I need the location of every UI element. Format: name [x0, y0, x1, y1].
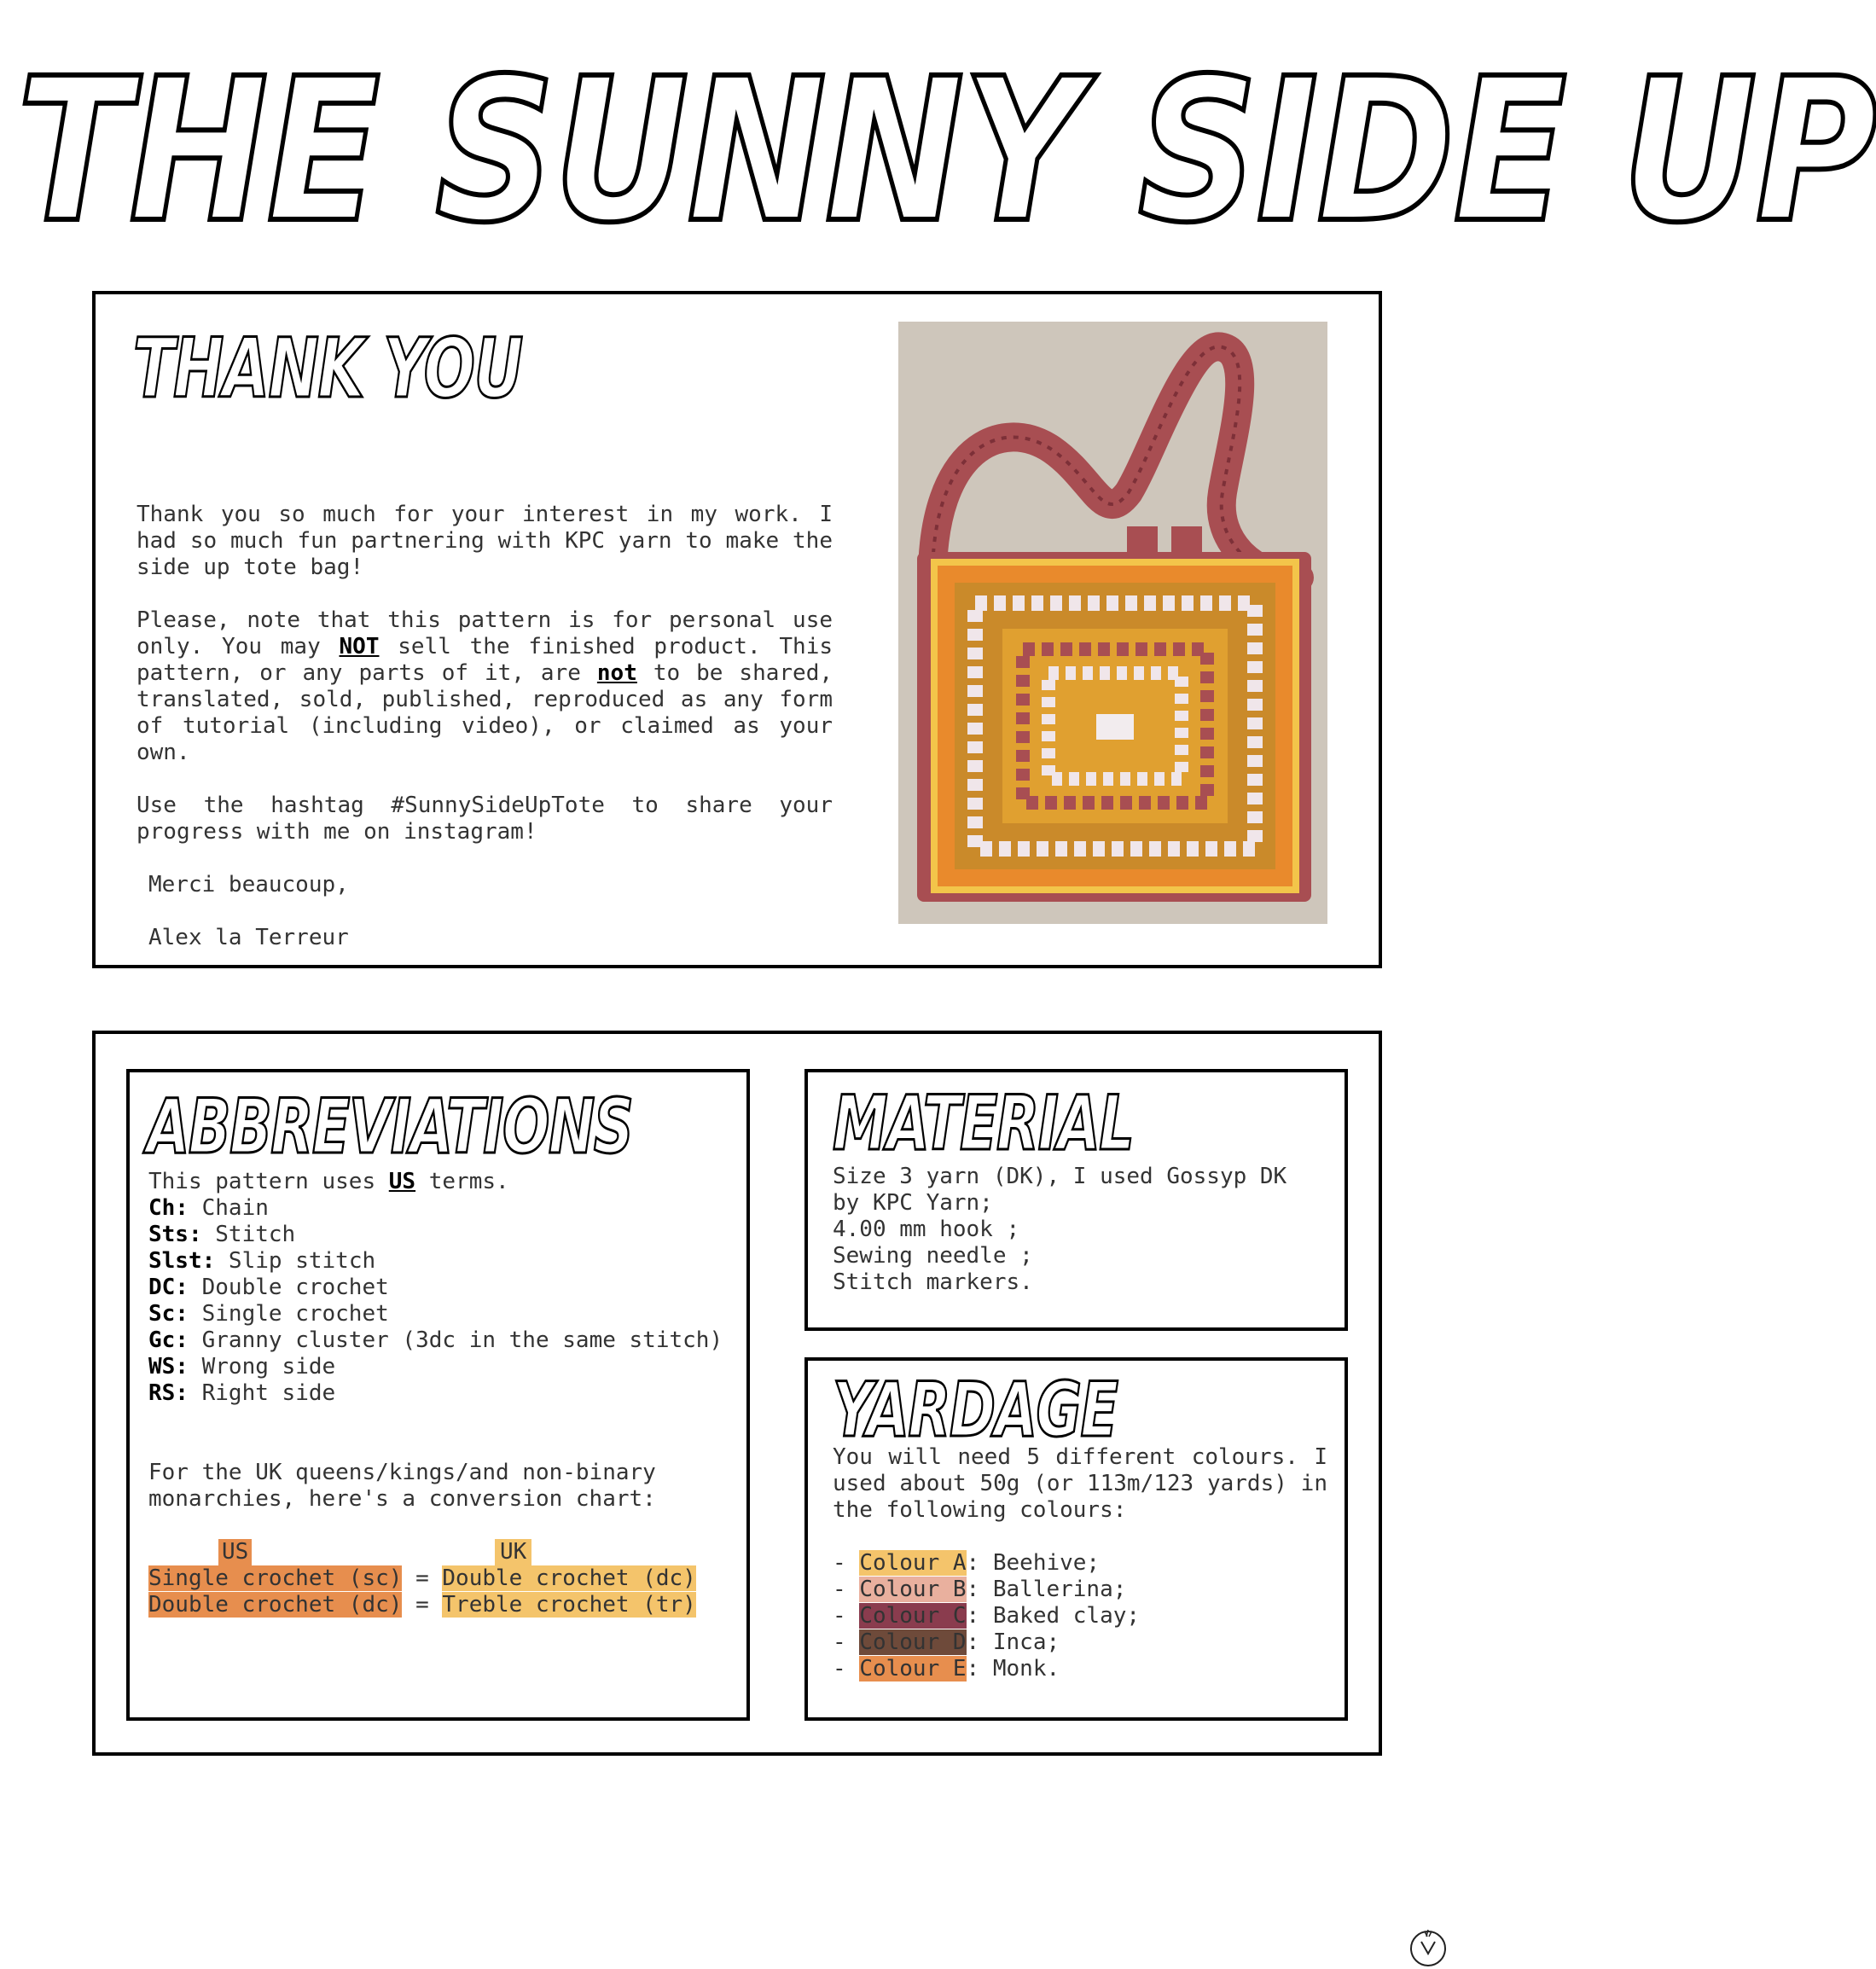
colour-e-swatch: Colour E [859, 1656, 967, 1681]
abbreviation-item: DC: Double crochet [148, 1275, 389, 1300]
abbreviation-item: Gc: Granny cluster (3dc in the same stitch) [148, 1327, 723, 1353]
colour-b-swatch: Colour B [859, 1577, 967, 1602]
material-item: Stitch markers. [833, 1269, 1033, 1295]
tote-bag-photo [898, 322, 1327, 924]
thank-you-heading: THANK YOU [133, 321, 522, 416]
abbreviations-heading: ABBREVIATIONS [147, 1083, 633, 1170]
us-emphasis: US [388, 1169, 416, 1194]
terms-note: This pattern uses US terms. [148, 1169, 509, 1194]
page-title: THE SUNNY SIDE UP [17, 36, 1876, 266]
thank-you-paragraph-2: Please, note that this pattern is for personal use only. You may NOT sell the finished product. This pattern, or any parts of it, are not to be shared, translated, sold, published, reproduced as any form of tutorial (including video), or claimed as your own. [136, 607, 833, 765]
uk-conversion-note: For the UK queens/kings/and non-binary monarchies, here's a conversion chart: [148, 1460, 656, 1512]
not-emphasis: NOT [339, 634, 380, 659]
yardage-intro: You will need 5 different colours. I used about 50g (or 113m/123 yards) in the following colours: [833, 1444, 1327, 1523]
material-item: Sewing needle ; [833, 1243, 1033, 1269]
yardage-heading: YARDAGE [833, 1366, 1118, 1454]
material-heading: MATERIAL [833, 1079, 1134, 1167]
abbreviation-item: Slst: Slip stitch [148, 1248, 376, 1274]
abbreviation-item: RS: Right side [148, 1380, 336, 1406]
thank-you-paragraph-3: Use the hashtag #SunnySideUpTote to share your progress with me on instagram! [136, 793, 833, 845]
colour-d-swatch: Colour D [859, 1629, 967, 1655]
abbreviations-text [148, 1169, 737, 1618]
signature: Alex la Terreur [148, 925, 349, 950]
conversion-header [148, 1539, 737, 1565]
conversion-row: Double crochet (dc) = Treble crochet (tr) [148, 1592, 696, 1618]
thank-you-paragraph-1: Thank you so much for your interest in my work. I had so much fun partnering with KPC yarn to make the side up tote bag! [136, 502, 833, 580]
conversion-row: Single crochet (sc) = Double crochet (dc) [148, 1565, 696, 1591]
colour-item: - Colour E: Monk. [833, 1656, 1060, 1681]
colour-item: - Colour C: Baked clay; [833, 1603, 1141, 1629]
uk-header: UK [495, 1539, 531, 1565]
material-item: 4.00 mm hook ; [833, 1217, 1020, 1242]
abbreviation-item: Ch: Chain [148, 1195, 269, 1221]
yardage-text [833, 1444, 1327, 1682]
colour-item: - Colour D: Inca; [833, 1629, 1060, 1655]
material-list [833, 1164, 1319, 1296]
not-emphasis-lower: not [596, 660, 637, 686]
les-terribles-logo-icon [1403, 1925, 1454, 1966]
abbreviation-item: Sc: Single crochet [148, 1301, 389, 1327]
colour-item: - Colour B: Ballerina; [833, 1577, 1127, 1602]
abbreviation-item: WS: Wrong side [148, 1354, 336, 1379]
colour-item: - Colour A: Beehive; [833, 1550, 1101, 1576]
closing-text: Merci beaucoup, [148, 872, 349, 897]
colour-c-swatch: Colour C [859, 1603, 967, 1629]
us-header: US [218, 1539, 252, 1565]
colour-a-swatch: Colour A [859, 1550, 967, 1576]
material-item: Size 3 yarn (DK), I used Gossyp DK by KPC Yarn; [833, 1164, 1287, 1216]
abbreviation-item: Sts: Stitch [148, 1222, 296, 1247]
thank-you-text [136, 502, 833, 951]
